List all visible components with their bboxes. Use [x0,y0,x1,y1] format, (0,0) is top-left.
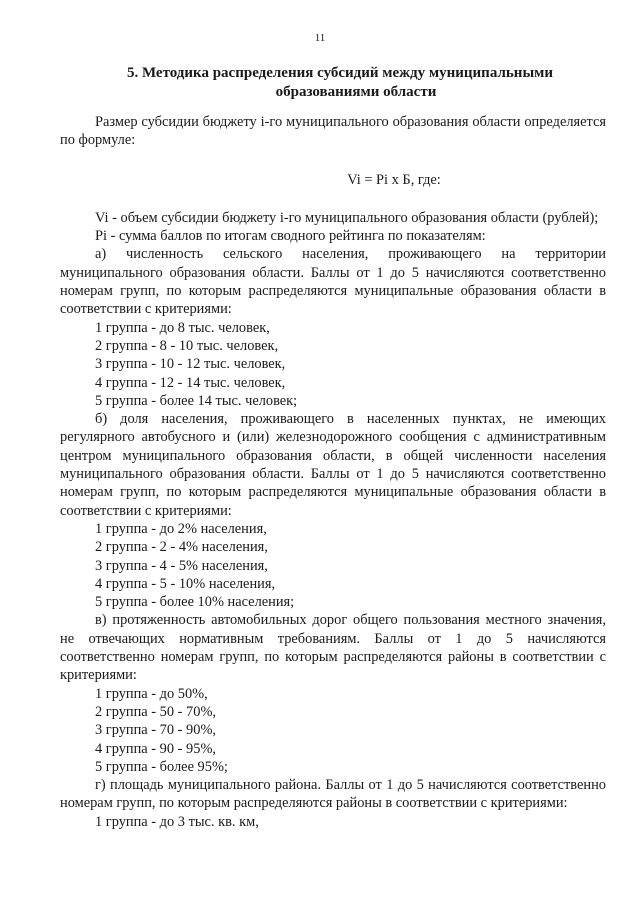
criterion-v-text: в) протяженность автомобильных дорог общего пользования местного значения, не отвечающих нормативным требованиям. Баллы от 1 до 5 начисляются соответственно номерам групп, по которым распределяются районы в соответствии с критериями: [60,612,606,684]
criterion-a-text: а) численность сельского населения, проживающего на территории муниципального образования области. Баллы от 1 до 5 начисляются соответственно номерам групп, по которым распределяются муниципальные образования области в соответствии с критериями: [60,246,606,318]
criterion-v-group: 5 группа - более 95%; [95,758,228,775]
criterion-b-group: 5 группа - более 10% населения; [95,594,295,611]
criterion-g-text: г) площадь муниципального района. Баллы от 1 до 5 начисляются соответственно номерам групп, по которым распределяются районы в соответствии с критериями: [60,777,606,812]
document-body [60,113,606,831]
criterion-a-group: 5 группа - более 14 тыс. человек; [95,392,298,409]
criterion-a-group: 3 группа - 10 - 12 тыс. человек, [95,356,286,373]
criterion-g-group: 1 группа - до 3 тыс. кв. км, [95,813,259,830]
criterion-a-group: 1 группа - до 8 тыс. человек, [95,319,270,336]
criterion-a-group: 4 группа - 12 - 14 тыс. человек, [95,374,286,391]
intro-paragraph: Размер субсидии бюджету i-го муниципального образования области определяется по формуле: [60,114,606,149]
criterion-b-group: 4 группа - 5 - 10% населения, [95,575,276,592]
definition-vi: Vi - объем субсидии бюджету i-го муниципального образования области (рублей); [95,209,599,226]
criterion-b-text: б) доля населения, проживающего в населенных пунктах, не имеющих регулярного автобусного и (или) железнодорожного сообщения с административным центром муниципального образования области, в общей численности населения муниципального образования области. Баллы от 1 до 5 начисляются соответственно номерам групп, по которым распределяются муниципальные образования области в соответствии с критериями: [60,411,606,519]
criterion-b-group: 2 группа - 2 - 4% населения, [95,539,268,556]
section-heading-line-2: образованиями области [275,84,437,100]
criterion-v-group: 1 группа - до 50%, [95,685,208,702]
section-heading-line-1: 5. Методика распределения субсидий между муниципальными [126,65,554,81]
page-number: 11 [314,32,326,44]
criterion-v-group: 3 группа - 70 - 90%, [95,722,217,739]
criterion-b-group: 1 группа - до 2% населения, [95,520,267,537]
criterion-v-group: 4 группа - 90 - 95%, [95,740,217,757]
formula: Vi = Pi x Б, где: [347,171,441,188]
criterion-a-group: 2 группа - 8 - 10 тыс. человек, [95,337,279,354]
criterion-b-group: 3 группа - 4 - 5% населения, [95,557,268,574]
section-heading [60,64,620,102]
definition-pi: Pi - сумма баллов по итогам сводного рейтинга по показателям: [95,228,486,245]
criterion-v-group: 2 группа - 50 - 70%, [95,703,217,720]
